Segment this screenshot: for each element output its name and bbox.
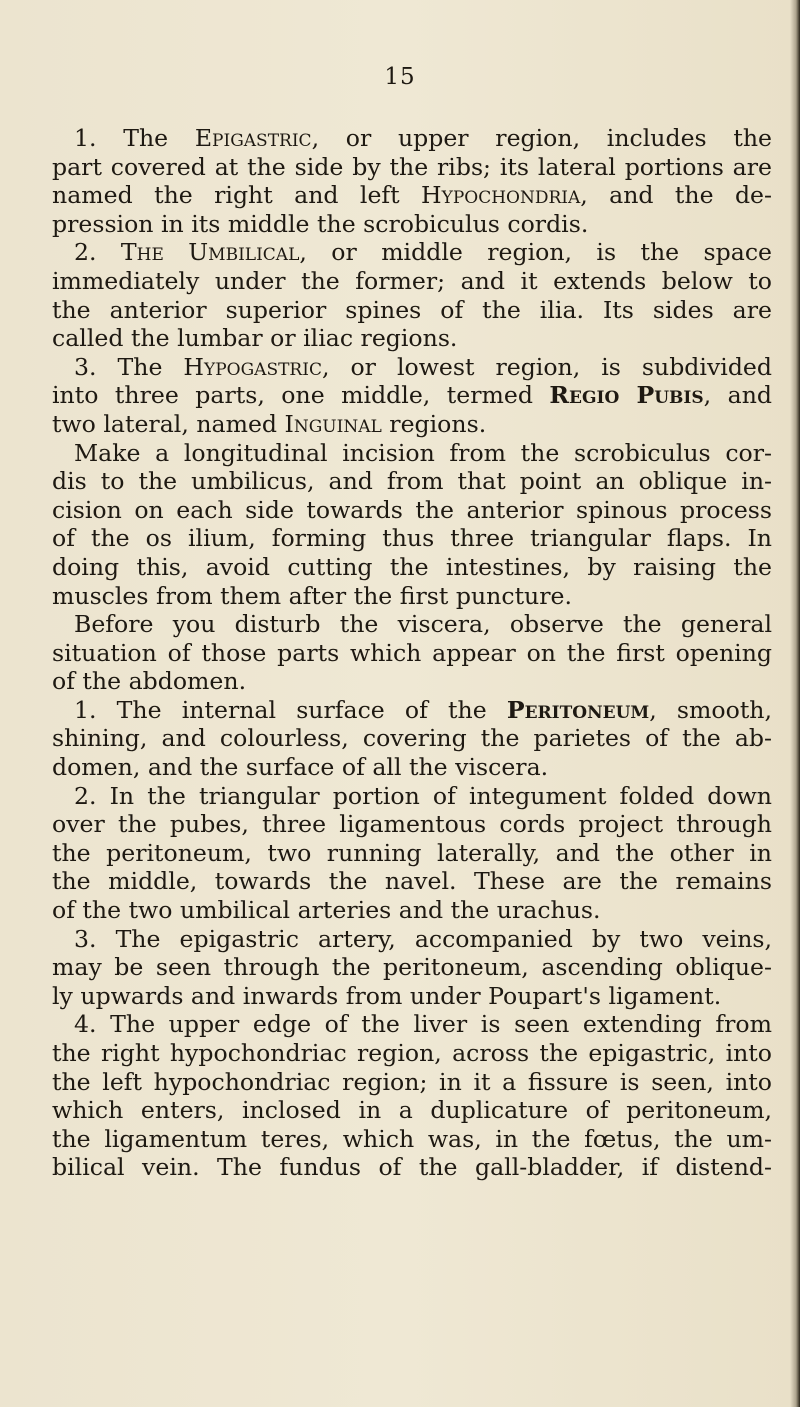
text-line: 1. The internal surface of the Peritoneum, smooth, bbox=[74, 695, 772, 724]
text-line: Make a longitudinal incision from the scrobiculus cor- bbox=[74, 438, 772, 467]
text-line: 3. The epigastric artery, accompanied by two veins, bbox=[74, 924, 772, 953]
text-line: shining, and colourless, covering the parietes of the ab- bbox=[52, 724, 772, 753]
text-line: the peritoneum, two running laterally, and the other in bbox=[52, 838, 772, 867]
text-line: bilical vein. The fundus of the gall-bladder, if distend- bbox=[52, 1153, 772, 1182]
text-line: the anterior superior spines of the ilia. Its sides are bbox=[52, 295, 772, 324]
text-line: of the abdomen. bbox=[52, 667, 247, 696]
text-line: 2. In the triangular portion of integument folded down bbox=[74, 781, 772, 810]
text-line: the middle, towards the navel. These are the remains bbox=[52, 867, 772, 896]
text-line: Before you disturb the viscera, observe the general bbox=[74, 610, 772, 639]
text-line: called the lumbar or iliac regions. bbox=[52, 324, 458, 353]
text-line: two lateral, named Inguinal regions. bbox=[52, 409, 487, 438]
text-line: domen, and the surface of all the viscera. bbox=[52, 753, 549, 782]
text-line: the right hypochondriac region, across the epigastric, into bbox=[52, 1039, 772, 1067]
text-line: the left hypochondriac region; in it a fissure is seen, into bbox=[52, 1067, 772, 1096]
text-line: cision on each side towards the anterior spinous process bbox=[52, 495, 772, 524]
body-text bbox=[52, 124, 772, 1182]
text-line: the ligamentum teres, which was, in the fœtus, the um- bbox=[52, 1124, 772, 1153]
text-line: may be seen through the peritoneum, ascending oblique- bbox=[52, 953, 772, 982]
text-line: 1. The Epigastric, or upper region, includes the bbox=[74, 124, 772, 152]
text-line: pression in its middle the scrobiculus cordis. bbox=[52, 209, 589, 238]
text-line: part covered at the side by the ribs; its lateral portions are bbox=[52, 152, 772, 181]
text-line: 4. The upper edge of the liver is seen extending from bbox=[74, 1010, 772, 1039]
text-line: into three parts, one middle, termed Regio Pubis, and bbox=[52, 381, 772, 410]
text-line: 2. The Umbilical, or middle region, is the space bbox=[74, 238, 772, 267]
page-edge bbox=[790, 0, 800, 1407]
text-line: doing this, avoid cutting the intestines, by raising the bbox=[52, 552, 772, 581]
text-line: of the os ilium, forming thus three triangular flaps. In bbox=[52, 524, 772, 553]
text-line: dis to the umbilicus, and from that point an oblique in- bbox=[52, 467, 772, 496]
page-number: 15 bbox=[384, 64, 416, 90]
text-line: named the right and left Hypochondria, and the de- bbox=[52, 181, 772, 210]
text-line: of the two umbilical arteries and the urachus. bbox=[52, 896, 601, 925]
text-line: immediately under the former; and it extends below to bbox=[52, 266, 772, 295]
text-line: which enters, inclosed in a duplicature of peritoneum, bbox=[52, 1096, 772, 1125]
text-line: muscles from them after the first puncture. bbox=[52, 581, 572, 610]
text-line: ly upwards and inwards from under Poupart's ligament. bbox=[52, 981, 722, 1010]
text-line: situation of those parts which appear on the first opening bbox=[52, 638, 772, 667]
text-line: 3. The Hypogastric, or lowest region, is subdivided bbox=[74, 352, 773, 381]
text-line: over the pubes, three ligamentous cords project through bbox=[52, 810, 772, 839]
